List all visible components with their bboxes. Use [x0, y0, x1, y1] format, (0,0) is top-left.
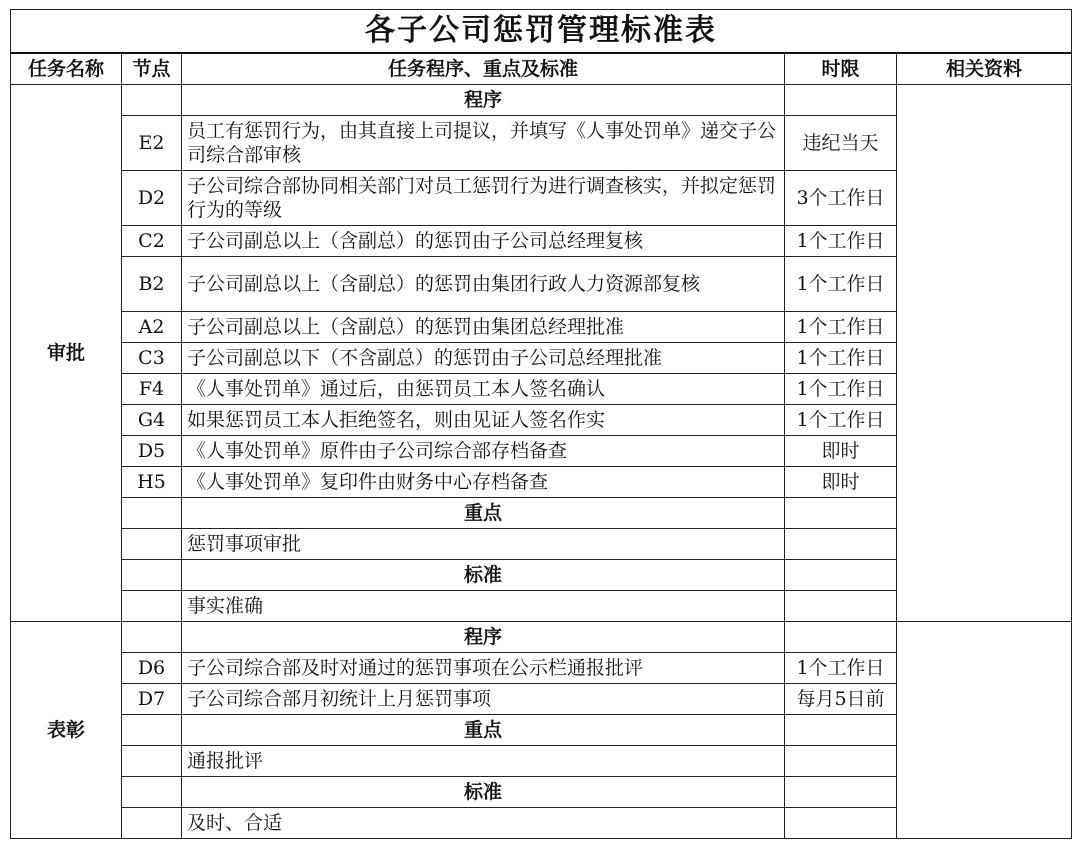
- empty-cell: [122, 715, 182, 746]
- node-code: G4: [122, 405, 182, 436]
- empty-cell: [122, 529, 182, 560]
- time-limit: 每月5日前: [785, 684, 897, 715]
- empty-cell: [122, 85, 182, 116]
- empty-cell: [785, 808, 897, 839]
- step-text: 《人事处罚单》通过后，由惩罚员工本人签名确认: [182, 374, 785, 405]
- key-points-label: 重点: [182, 715, 785, 746]
- references-cell-approval: [897, 85, 1072, 622]
- time-limit: 即时: [785, 467, 897, 498]
- header-time-limit: 时限: [785, 53, 897, 85]
- time-limit: 1个工作日: [785, 405, 897, 436]
- step-text: 如果惩罚员工本人拒绝签名，则由见证人签名作实: [182, 405, 785, 436]
- empty-cell: [785, 715, 897, 746]
- key-points-text: 惩罚事项审批: [182, 529, 785, 560]
- node-code: A2: [122, 312, 182, 343]
- standard-text: 事实准确: [182, 591, 785, 622]
- empty-cell: [785, 560, 897, 591]
- empty-cell: [785, 529, 897, 560]
- step-text: 子公司综合部及时对通过的惩罚事项在公示栏通报批评: [182, 653, 785, 684]
- node-code: C3: [122, 343, 182, 374]
- step-text: 子公司副总以上（含副总）的惩罚由子公司总经理复核: [182, 226, 785, 257]
- node-code: H5: [122, 467, 182, 498]
- empty-cell: [122, 560, 182, 591]
- empty-cell: [122, 591, 182, 622]
- empty-cell: [785, 591, 897, 622]
- time-limit: 3个工作日: [785, 171, 897, 226]
- step-text: [182, 171, 785, 226]
- empty-cell: [122, 777, 182, 808]
- table-title: 各子公司惩罚管理标准表: [11, 10, 1072, 54]
- section-commend-name: 表彰: [11, 622, 122, 839]
- time-limit: 1个工作日: [785, 257, 897, 312]
- empty-cell: [785, 746, 897, 777]
- node-code: F4: [122, 374, 182, 405]
- empty-cell: [122, 622, 182, 653]
- time-limit: 1个工作日: [785, 343, 897, 374]
- node-code: D6: [122, 653, 182, 684]
- standard-label: 标准: [182, 560, 785, 591]
- step-text: 《人事处罚单》原件由子公司综合部存档备查: [182, 436, 785, 467]
- step-text: [182, 257, 785, 312]
- penalty-standard-table: [10, 9, 1072, 839]
- standard-label: 标准: [182, 777, 785, 808]
- empty-cell: [785, 498, 897, 529]
- time-limit: 1个工作日: [785, 653, 897, 684]
- step-text: 子公司副总以上（含副总）的惩罚由集团总经理批准: [182, 312, 785, 343]
- step-text: 子公司综合部月初统计上月惩罚事项: [182, 684, 785, 715]
- step-text-content: 子公司综合部协同相关部门对员工惩罚行为进行调查核实，并拟定惩罚行为的等级: [187, 175, 777, 221]
- step-text-content: 子公司副总以上（含副总）的惩罚由集团行政人力资源部复核: [187, 273, 701, 295]
- empty-cell: [785, 777, 897, 808]
- header-procedure: 任务程序、重点及标准: [182, 53, 785, 85]
- key-points-text: 通报批评: [182, 746, 785, 777]
- time-limit: 违纪当天: [785, 116, 897, 171]
- node-code: C2: [122, 226, 182, 257]
- time-limit: 1个工作日: [785, 374, 897, 405]
- header-node: 节点: [122, 53, 182, 85]
- node-code: D7: [122, 684, 182, 715]
- time-limit: 1个工作日: [785, 226, 897, 257]
- program-label: 程序: [182, 622, 785, 653]
- step-text: [182, 116, 785, 171]
- time-limit: 即时: [785, 436, 897, 467]
- empty-cell: [785, 622, 897, 653]
- header-references: 相关资料: [897, 53, 1072, 85]
- program-label: 程序: [182, 85, 785, 116]
- header-task-name: 任务名称: [11, 53, 122, 85]
- standard-text: 及时、合适: [182, 808, 785, 839]
- node-code: E2: [122, 116, 182, 171]
- time-limit: 1个工作日: [785, 312, 897, 343]
- step-text: 《人事处罚单》复印件由财务中心存档备查: [182, 467, 785, 498]
- empty-cell: [122, 746, 182, 777]
- step-text: 子公司副总以下（不含副总）的惩罚由子公司总经理批准: [182, 343, 785, 374]
- node-code: D5: [122, 436, 182, 467]
- empty-cell: [785, 85, 897, 116]
- node-code: B2: [122, 257, 182, 312]
- node-code: D2: [122, 171, 182, 226]
- step-text-content: 员工有惩罚行为，由其直接上司提议，并填写《人事处罚单》递交子公司综合部审核: [187, 120, 777, 166]
- section-approval-name: 审批: [11, 85, 122, 622]
- key-points-label: 重点: [182, 498, 785, 529]
- empty-cell: [122, 498, 182, 529]
- references-cell-commend: [897, 622, 1072, 839]
- empty-cell: [122, 808, 182, 839]
